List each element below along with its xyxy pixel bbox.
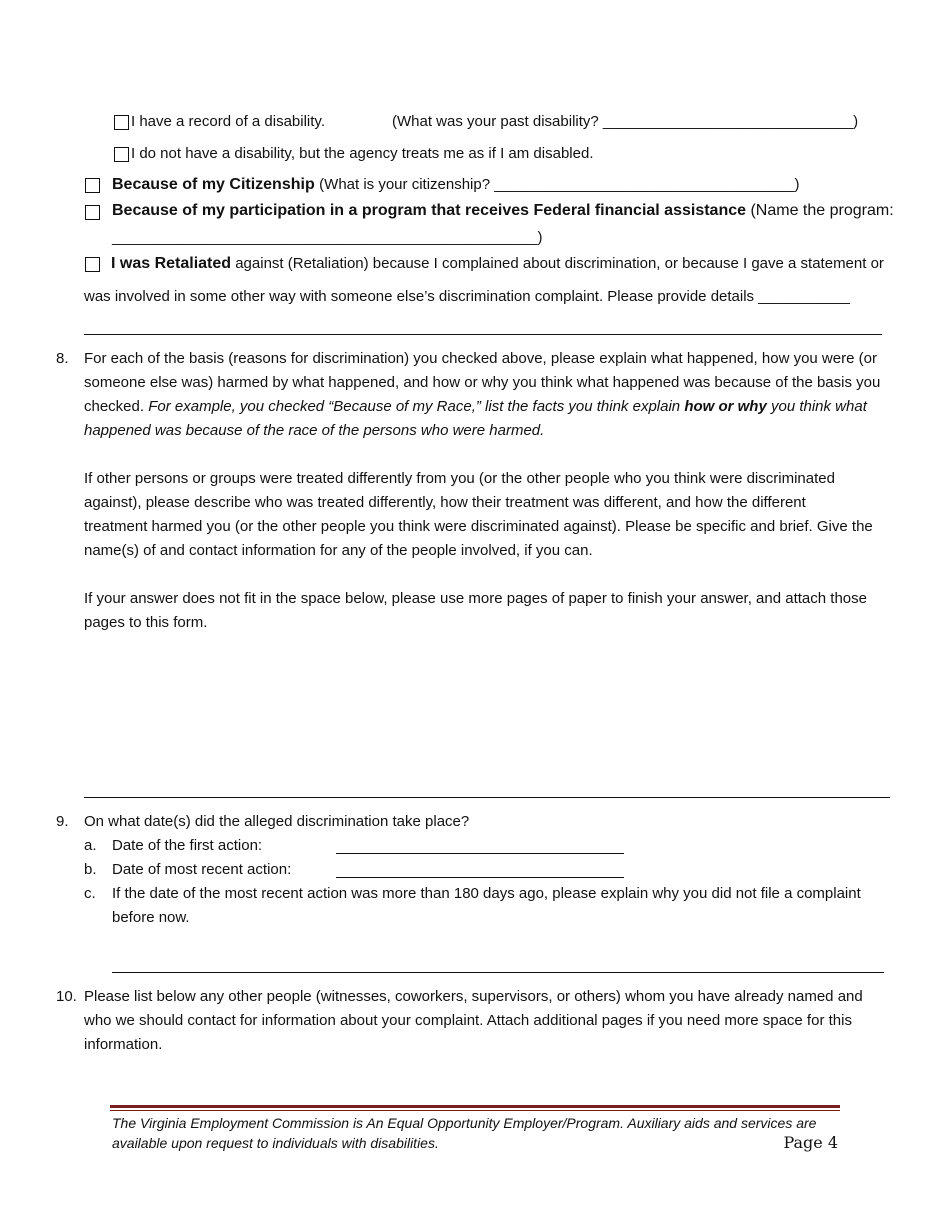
citizenship-checkbox[interactable] [85,178,100,193]
q8-example-end: you think what [766,398,867,415]
federal-program-prompt: (Name the program: [750,202,894,219]
q8-para1-line1: For each of the basis (reasons for discrimination) you checked above, please explain what happened, how you were (or [84,350,877,367]
footer-eeo-line1: The Virginia Employment Commission is An Equal Opportunity Employer/Program. Auxiliary aids and services are [112,1115,817,1131]
federal-program-row [112,202,894,220]
q8-example: For example, you checked “Because of my Race,” list the facts you think explain [148,398,685,415]
q9-c-letter: c. [84,885,96,902]
footer-eeo-line2: available upon request to individuals with disabilities. [112,1135,439,1151]
retaliation-details-line[interactable] [84,334,882,335]
q10-line1: Please list below any other people (witnesses, coworkers, supervisors, or others) whom you have already named and [84,988,863,1005]
regarded-disabled-checkbox[interactable] [114,147,129,162]
q9-c-line1: If the date of the most recent action was more than 180 days ago, please explain why you did not file a complaint [112,885,861,902]
q8-para3-line1: If your answer does not fit in the space below, please use more pages of paper to finish your answer, and attach those [84,590,867,607]
q9-b-letter: b. [84,861,97,878]
q8-para1-line2: someone else was) harmed by what happened, and how or why you think what happened was because of the basis you [84,374,881,391]
citizenship-label: Because of my Citizenship [112,176,315,193]
federal-program-checkbox[interactable] [85,205,100,220]
citizenship-prompt: (What is your citizenship? ____________________________________) [319,176,800,193]
retaliation-label: I was Retaliated [111,255,232,272]
footer-divider-thin [110,1110,840,1111]
regarded-disabled-label: I do not have a disability, but the agency treats me as if I am disabled. [131,145,594,162]
q8-para1-line4: happened was because of the race of the persons who were harmed. [84,422,545,439]
q9-b-label: Date of most recent action: [112,861,292,878]
q10-line3: information. [84,1036,163,1053]
federal-program-blank: ___________________________________________________) [112,229,543,246]
q8-para2-line2: against), please describe who was treated differently, how their treatment was different, and how the different [84,494,806,511]
q8-para1-line3 [84,398,867,415]
q8-text: checked. [84,398,149,415]
first-action-date-line[interactable] [336,853,624,854]
recent-action-date-line[interactable] [336,877,624,878]
q9-c-answer-line[interactable] [112,972,884,973]
q9-number: 9. [56,813,69,830]
q8-para2-line4: name(s) of and contact information for any of the people involved, if you can. [84,542,593,559]
q10-number: 10. [56,988,77,1005]
q9-a-letter: a. [84,837,97,854]
q9-question: On what date(s) did the alleged discrimination take place? [84,813,470,830]
q9-a-label: Date of the first action: [112,837,263,854]
q8-answer-line[interactable] [84,797,890,798]
federal-program-label: Because of my participation in a program that receives Federal financial assistance [112,202,747,219]
footer-divider-thick [110,1105,840,1108]
q8-para3-line2: pages to this form. [84,614,208,631]
citizenship-row [112,176,800,194]
record-disability-checkbox[interactable] [114,115,129,130]
q8-number: 8. [56,350,69,367]
page-number: Page 4 [783,1133,838,1152]
q8-emphasis: how or why [684,398,767,415]
retaliation-text-2: was involved in some other way with someone else’s discrimination complaint. Please provide details ___________ [84,288,850,305]
retaliation-checkbox[interactable] [85,257,100,272]
retaliation-text-1: against (Retaliation) because I complained about discrimination, or because I gave a statement or [235,255,884,272]
q10-line2: who we should contact for information about your complaint. Attach additional pages if you need more space for this [84,1012,852,1029]
past-disability-prompt: (What was your past disability? ______________________________) [392,113,859,130]
q9-c-line2: before now. [112,909,190,926]
retaliation-row [111,255,884,273]
record-disability-label: I have a record of a disability. [131,113,325,130]
q8-para2-line3: treatment harmed you (or the other people you think were discriminated against). Please be specific and brief. Give the [84,518,873,535]
q8-para2-line1: If other persons or groups were treated differently from you (or the other people who you think were discriminated [84,470,835,487]
